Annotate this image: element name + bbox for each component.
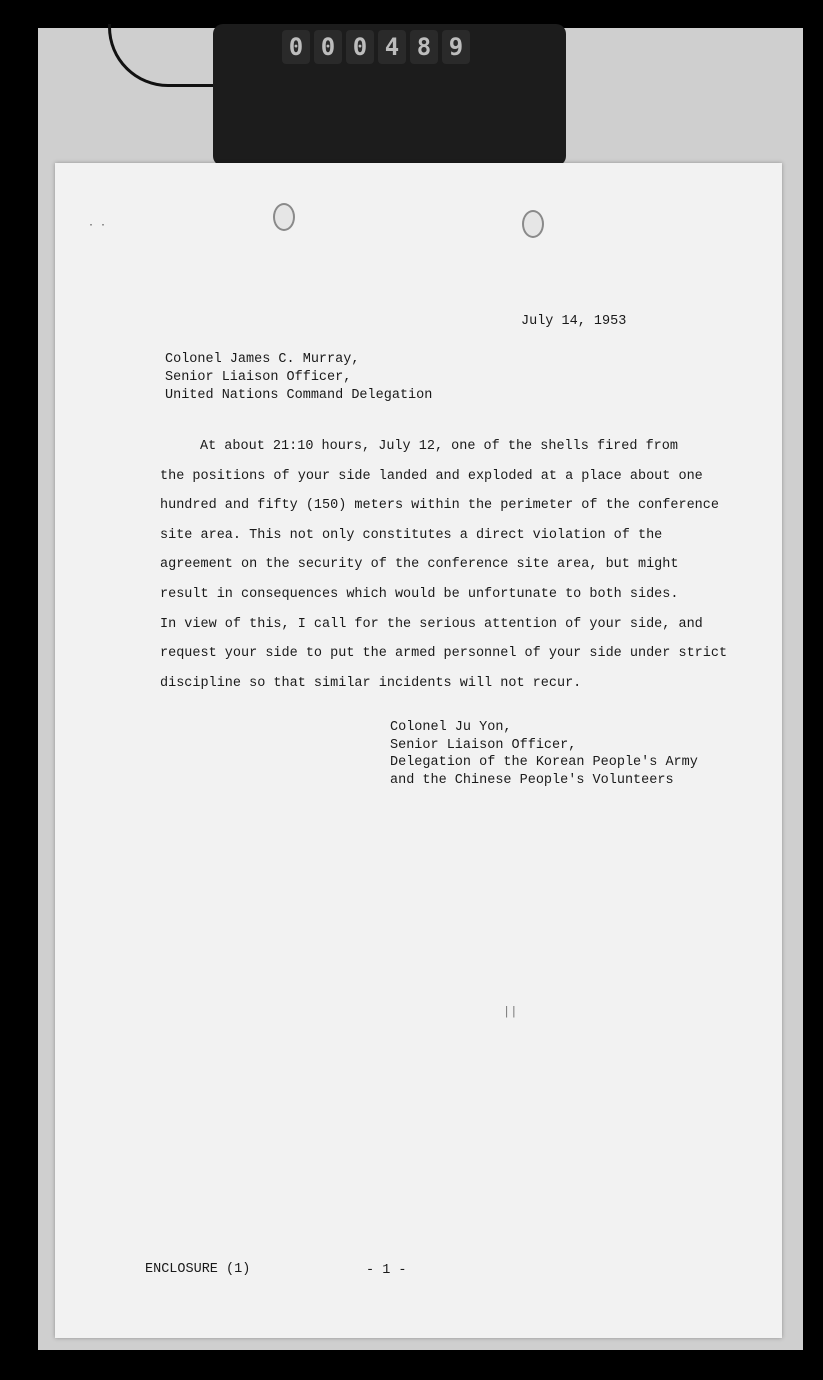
counter-digit: 0	[314, 30, 342, 64]
addressee-name: Colonel James C. Murray,	[165, 352, 360, 367]
frame-counter-digits	[282, 30, 470, 66]
stray-mark: ||	[503, 1005, 518, 1019]
letter-date: July 14, 1953	[521, 314, 627, 329]
counter-digit: 8	[410, 30, 438, 64]
addressee-title: Senior Liaison Officer,	[165, 370, 352, 385]
signer-name: Colonel Ju Yon,	[390, 720, 512, 735]
counter-digit: 0	[346, 30, 374, 64]
body-line: At about 21:10 hours, July 12, one of the shells fired from	[200, 439, 678, 454]
addressee-organization: United Nations Command Delegation	[165, 388, 433, 403]
body-line: discipline so that similar incidents will not recur.	[160, 675, 582, 691]
signer-delegation-cont: and the Chinese People's Volunteers	[390, 772, 674, 788]
body-line: In view of this, I call for the serious attention of your side, and	[160, 616, 703, 632]
signer-delegation: Delegation of the Korean People's Army	[390, 755, 698, 770]
signer-title: Senior Liaison Officer,	[390, 737, 577, 753]
enclosure-label: ENCLOSURE (1)	[145, 1262, 251, 1277]
body-line: agreement on the security of the conference site area, but might	[160, 557, 679, 573]
counter-digit: 4	[378, 30, 406, 64]
counter-digit: 0	[282, 30, 310, 64]
body-line: request your side to put the armed personnel of your side under strict	[160, 646, 728, 662]
body-line: result in consequences which would be unfortunate to both sides.	[160, 586, 679, 602]
body-line: the positions of your side landed and exploded at a place about one	[160, 468, 703, 484]
addressee-block	[165, 351, 432, 405]
page-number: - 1 -	[366, 1263, 407, 1278]
punch-hole-right	[522, 210, 544, 238]
body-line: site area. This not only constitutes a direct violation of the	[160, 527, 663, 543]
counter-digit: 9	[442, 30, 470, 64]
body-line: hundred and fifty (150) meters within the perimeter of the conference	[160, 498, 719, 514]
punch-hole-left	[273, 203, 295, 231]
signature-block	[390, 719, 698, 789]
letter-body	[160, 432, 727, 698]
margin-mark: · ·	[88, 220, 107, 231]
